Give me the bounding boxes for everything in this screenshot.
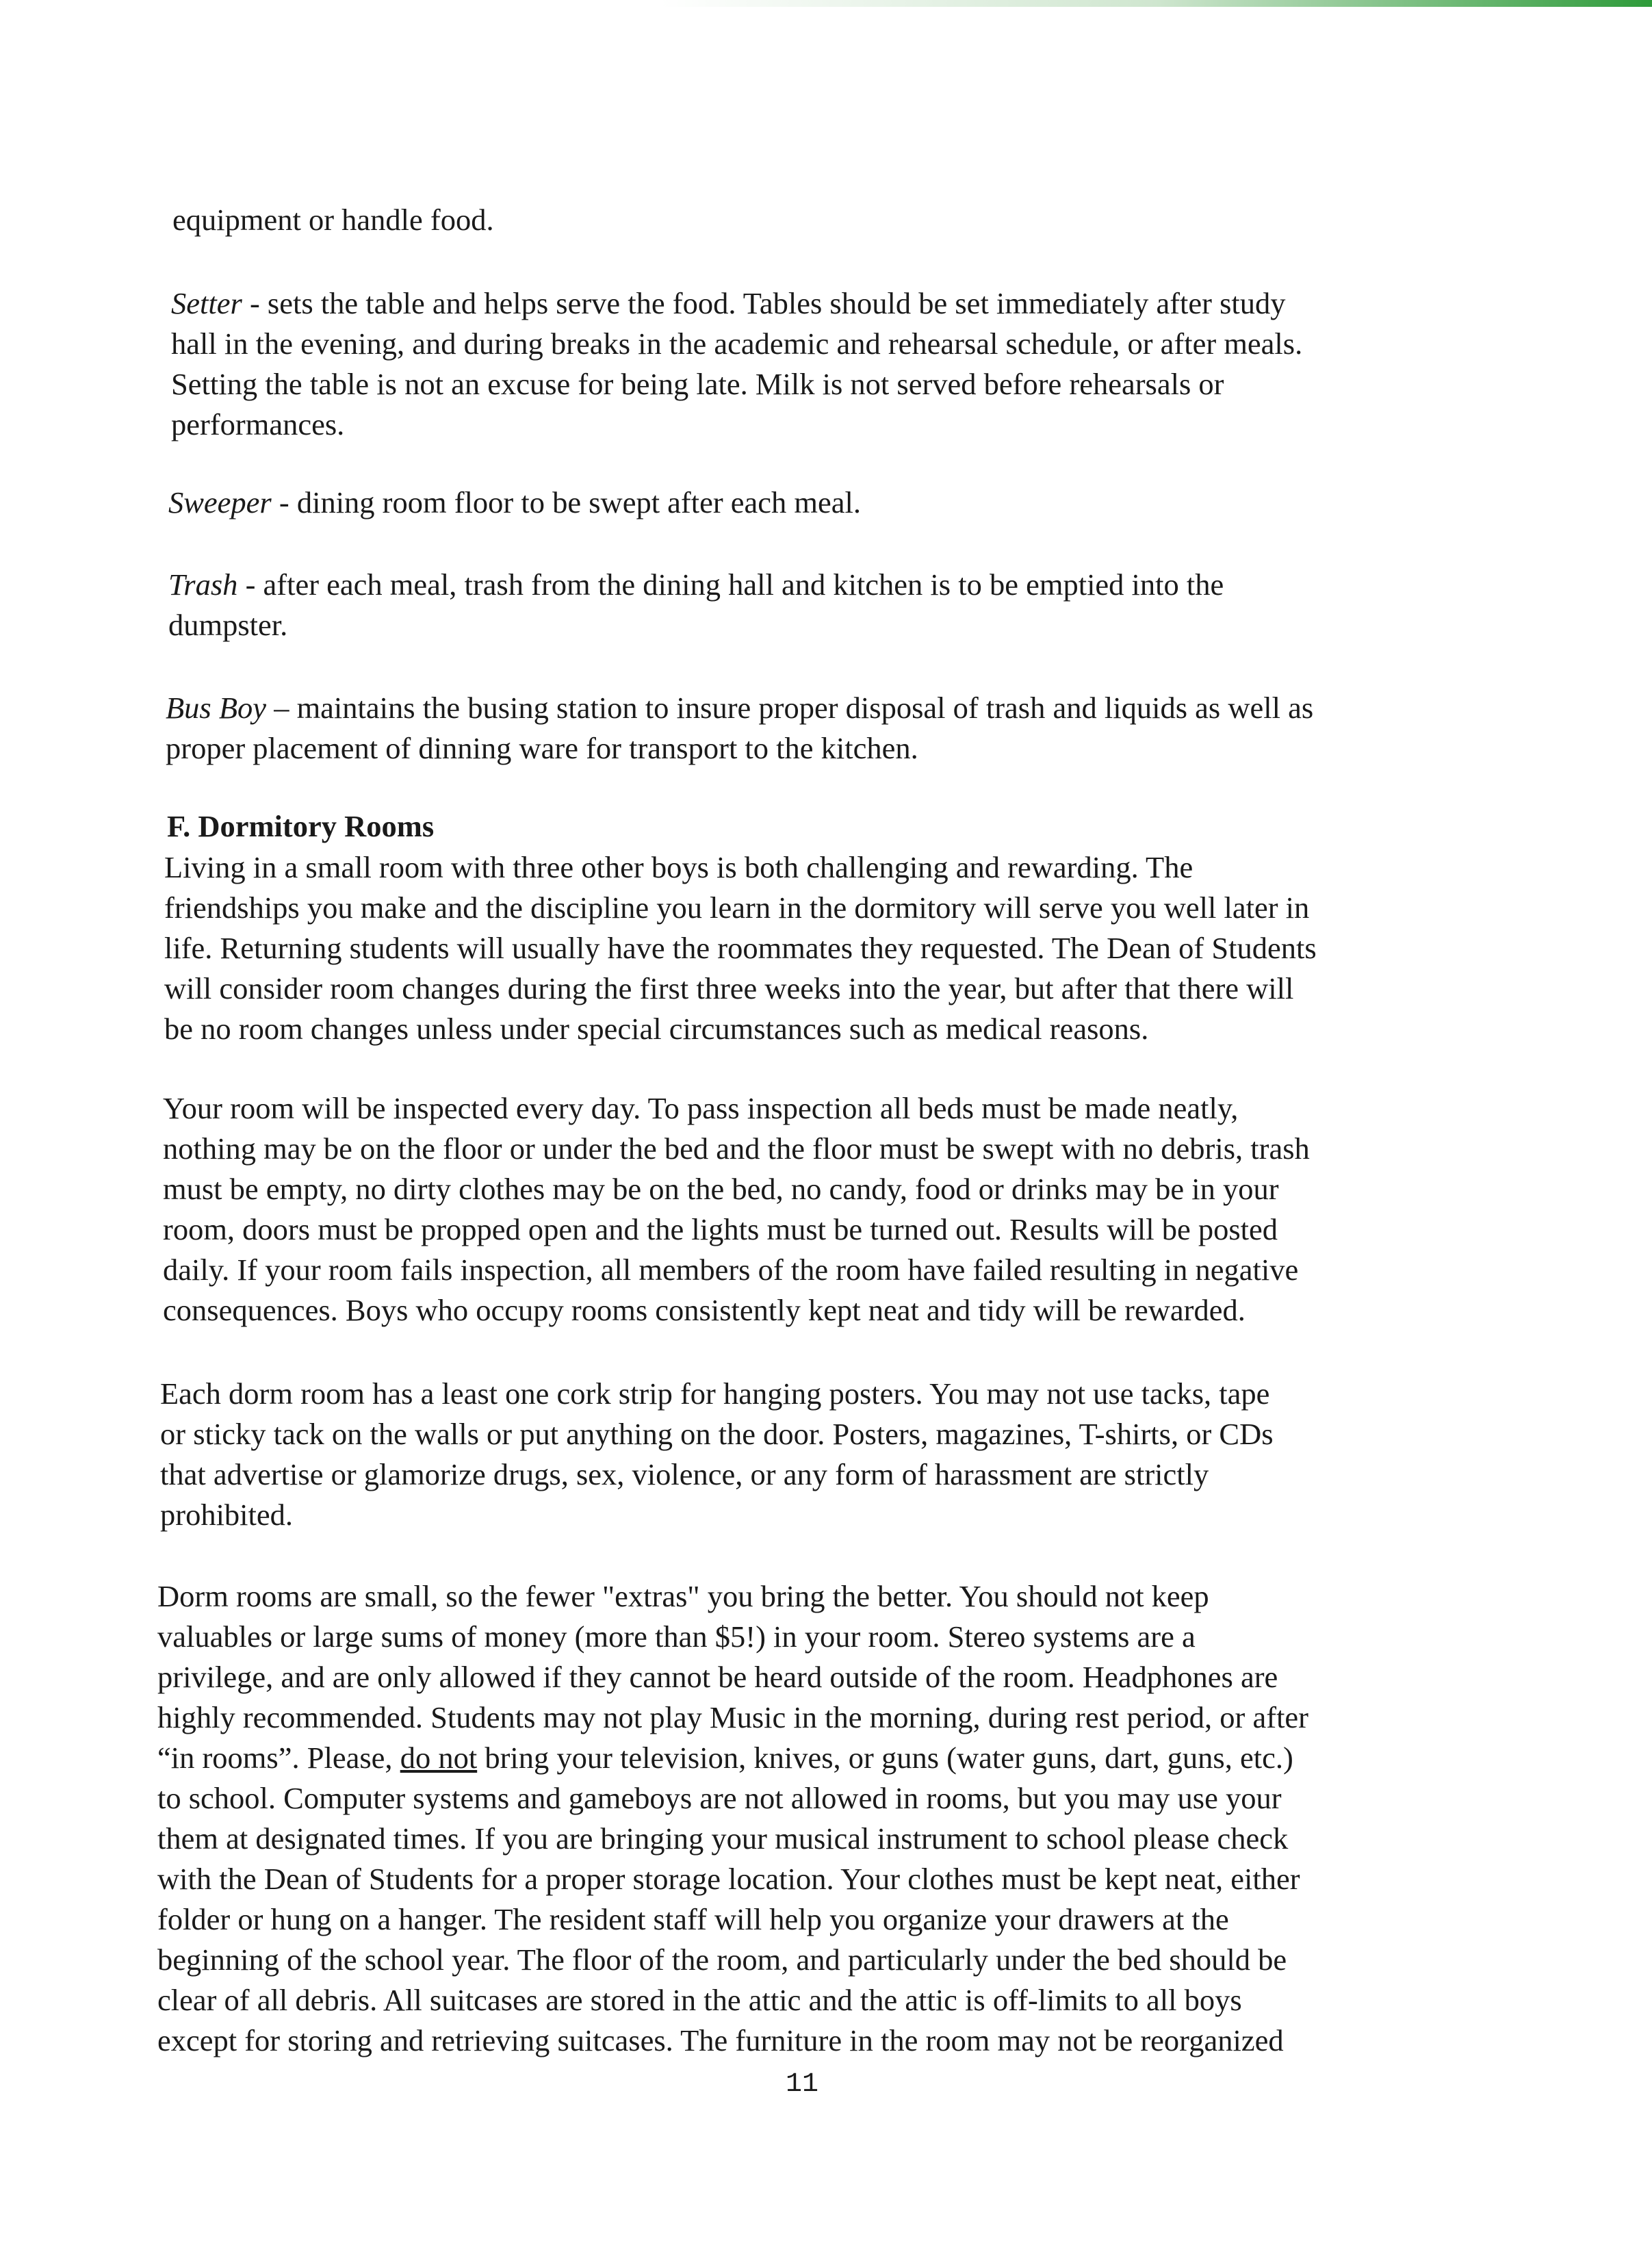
text-line: nothing may be on the floor or under the bed and the floor must be swept with no debris, trash [163, 1131, 1310, 1166]
text-line: Dorm rooms are small, so the fewer "extras" you bring the better. You should not keep [157, 1579, 1209, 1613]
text-line: folder or hung on a hanger. The resident staff will help you organize your drawers at the [157, 1902, 1229, 1936]
duty-description: - dining room floor to be swept after each meal. [271, 485, 862, 519]
text-line [168, 483, 861, 523]
duty-description: - after each meal, trash from the dining hall and kitchen is to be emptied into the [237, 567, 1224, 602]
text-line: equipment or handle food. [172, 203, 494, 237]
text-line: friendships you make and the discipline you learn in the dormitory will serve you well later in [164, 890, 1310, 925]
section-heading: F. Dormitory Rooms [167, 809, 435, 843]
text-line: privilege, and are only allowed if they cannot be heard outside of the room. Headphones are [157, 1660, 1278, 1694]
text-line: to school. Computer systems and gameboys are not allowed in rooms, but you may use your [157, 1781, 1282, 1815]
text-line: will consider room changes during the first three weeks into the year, but after that there will [164, 971, 1294, 1005]
text-line: daily. If your room fails inspection, all members of the room have failed resulting in negative [163, 1253, 1299, 1287]
text-line: consequences. Boys who occupy rooms consistently kept neat and tidy will be rewarded. [163, 1293, 1246, 1327]
text-line: room, doors must be propped open and the lights must be turned out. Results will be posted [163, 1212, 1278, 1246]
text-line: hall in the evening, and during breaks in the academic and rehearsal schedule, or after meals. [171, 326, 1303, 361]
text-line: be no room changes unless under special circumstances such as medical reasons. [164, 1012, 1149, 1046]
text-line: Living in a small room with three other boys is both challenging and rewarding. The [164, 850, 1193, 884]
page-number: 11 [786, 2069, 819, 2100]
duty-bus-boy [166, 688, 1313, 769]
duty-description: – maintains the busing station to insure proper disposal of trash and liquids as well as [266, 691, 1314, 725]
duty-sweeper [168, 483, 861, 523]
duty-setter [171, 283, 1302, 445]
text-line: highly recommended. Students may not play Music in the morning, during rest period, or after [157, 1700, 1309, 1734]
duty-role-label: Sweeper [168, 485, 272, 519]
text-line: valuables or large sums of money (more than $5!) in your room. Stereo systems are a [157, 1619, 1196, 1654]
paragraph-posters [160, 1374, 1274, 1535]
text-line: prohibited. [160, 1498, 294, 1532]
paragraph-belongings [157, 1576, 1308, 2061]
duty-role-label: Setter [171, 286, 242, 320]
text-line: must be empty, no dirty clothes may be on the bed, no candy, food or drinks may be in your [163, 1172, 1279, 1206]
text-line: them at designated times. If you are bringing your musical instrument to school please check [157, 1821, 1289, 1856]
duty-trash [168, 565, 1224, 645]
text-line: performances. [171, 407, 345, 441]
paragraph-roommates [164, 847, 1317, 1049]
paragraph-inspection [163, 1088, 1310, 1331]
text-line [171, 283, 1302, 324]
duty-role-label: Trash [168, 567, 238, 602]
text-line: except for storing and retrieving suitcases. The furniture in the room may not be reorganized [157, 2023, 1284, 2057]
text-line: dumpster. [168, 608, 288, 642]
text-line: clear of all debris. All suitcases are stored in the attic and the attic is off-limits to all boys [157, 1983, 1242, 2017]
please-text-end: bring your television, knives, or guns (water guns, dart, guns, etc.) [477, 1741, 1293, 1775]
text-line [166, 688, 1313, 728]
text-line: Your room will be inspected every day. To pass inspection all beds must be made neatly, [163, 1091, 1239, 1125]
text-line: or sticky tack on the walls or put anything on the door. Posters, magazines, T-shirts, or CDs [160, 1417, 1274, 1451]
text-line [168, 565, 1224, 605]
text-line: life. Returning students will usually have the roommates they requested. The Dean of Students [164, 931, 1317, 965]
duty-role-label: Bus Boy [166, 691, 267, 725]
text-line: Setting the table is not an excuse for being late. Milk is not served before rehearsals or [171, 367, 1224, 401]
duty-description: - sets the table and helps serve the food. Tables should be set immediately after study [242, 286, 1286, 320]
continuation-text [172, 200, 494, 240]
text-line: proper placement of dinning ware for transport to the kitchen. [166, 731, 918, 765]
text-line [157, 1738, 1308, 1778]
text-line: with the Dean of Students for a proper storage location. Your clothes must be kept neat, either [157, 1862, 1300, 1896]
please-text: “in rooms”. Please, [157, 1741, 400, 1775]
text-line: Each dorm room has a least one cork strip for hanging posters. You may not use tacks, tape [160, 1376, 1270, 1411]
text-line: that advertise or glamorize drugs, sex, violence, or any form of harassment are strictly [160, 1457, 1209, 1491]
underlined-do-not: do not [400, 1741, 478, 1775]
text-line: beginning of the school year. The floor of the room, and particularly under the bed should be [157, 1942, 1287, 1977]
